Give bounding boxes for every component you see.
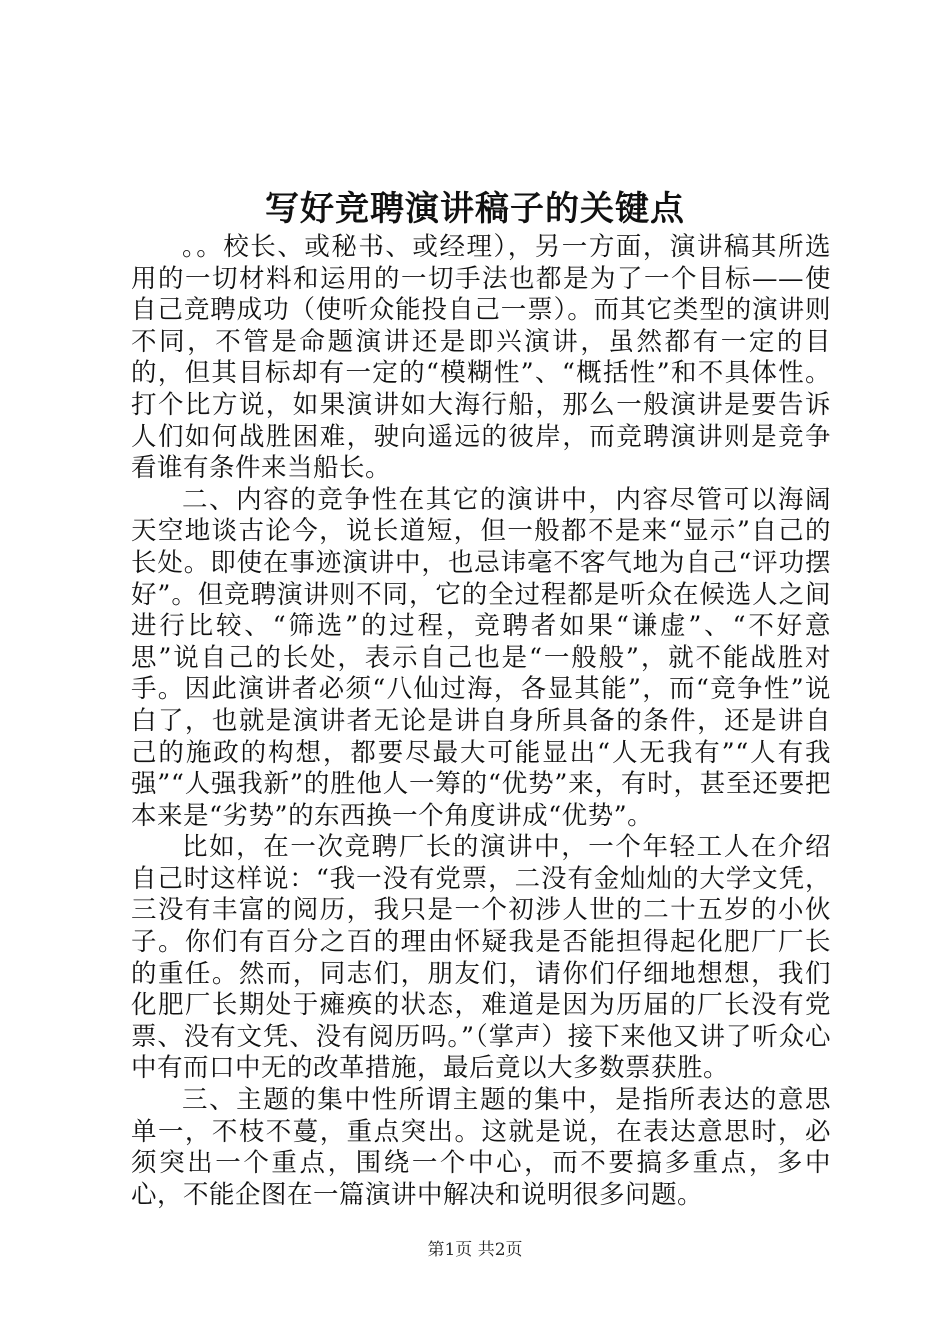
paragraph-4: 三、主题的集中性所谓主题的集中，是指所表达的意思单一，不枝不蔓，重点突出。这就是说，在表达意思时，必须突出一个重点，围绕一个中心，而不要搞多重点，多中心，不能企图在一篇演讲中解决和说明很多问题。: [131, 1085, 831, 1210]
paragraph-1: 。。校长、或秘书、或经理），另一方面，演讲稿其所选用的一切材料和运用的一切手法也都是为了一个目标——使自己竞聘成功（使听众能投自己一票）。而其它类型的演讲则不同，不管是命题演讲还是即兴演讲，虽然都有一定的目的，但其目标却有一定的“模糊性”、“概括性”和不具体性。打个比方说，如果演讲如大海行船，那么一般演讲是要告诉人们如何战胜困难，驶向遥远的彼岸，而竞聘演讲则是竞争看谁有条件来当船长。: [131, 232, 831, 484]
paragraph-3: 比如，在一次竞聘厂长的演讲中，一个年轻工人在介绍自己时这样说：“我一没有党票，二没有金灿灿的大学文凭，三没有丰富的阅历，我只是一个初涉人世的二十五岁的小伙子。你们有百分之百的理由怀疑我是否能担得起化肥厂厂长的重任。然而，同志们，朋友们，请你们仔细地想想，我们化肥厂长期处于瘫痪的状态，难道是因为历届的厂长没有党票、没有文凭、没有阅历吗。”（掌声）接下来他又讲了听众心中有而口中无的改革措施，最后竟以大多数票获胜。: [131, 832, 831, 1084]
paragraph-2: 二、内容的竞争性在其它的演讲中，内容尽管可以海阔天空地谈古论今，说长道短，但一般都不是来“显示”自己的长处。即使在事迹演讲中，也忌讳毫不客气地为自己“评功摆好”。但竞聘演讲则不同，它的全过程都是听众在候选人之间进行比较、“筛选”的过程，竞聘者如果“谦虚”、“不好意思”说自己的长处，表示自己也是“一般般”，就不能战胜对手。因此演讲者必须“八仙过海，各显其能”，而“竞争性”说白了，也就是演讲者无论是讲自身所具备的条件，还是讲自己的施政的构想，都要尽最大可能显出“人无我有”“人有我强”“人强我新”的胜他人一筹的“优势”来，有时，甚至还要把本来是“劣势”的东西换一个角度讲成“优势”。: [131, 484, 831, 831]
document-title: 写好竞聘演讲稿子的关键点: [265, 189, 685, 229]
page-number-footer: 第1页 共2页: [427, 1240, 523, 1260]
document-body: [131, 232, 831, 1211]
